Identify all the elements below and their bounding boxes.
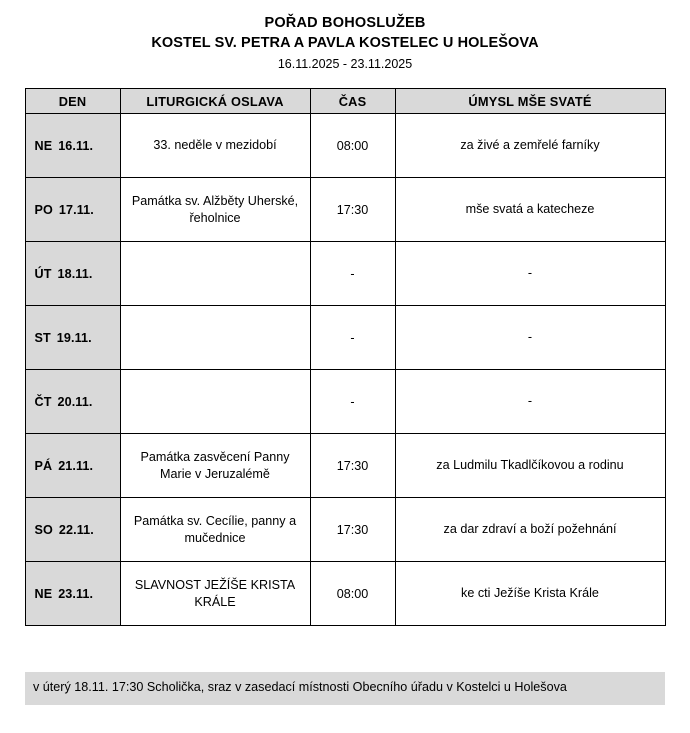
day-date: 18.11. xyxy=(57,266,93,281)
row-time-cell: 17:30 xyxy=(310,498,395,562)
row-feast-cell: Památka sv. Alžběty Uherské, řeholnice xyxy=(120,178,310,242)
document-header xyxy=(0,0,690,74)
row-day-cell xyxy=(25,562,120,626)
date-range: 16.11.2025 - 23.11.2025 xyxy=(277,57,413,71)
column-header-day: DEN xyxy=(25,89,120,114)
day-date: 17.11. xyxy=(58,202,94,217)
day-abbr: NE xyxy=(34,586,53,601)
table-header-row xyxy=(25,89,665,114)
column-header-time: ČAS xyxy=(310,89,395,114)
day-date: 23.11. xyxy=(58,586,94,601)
day-abbr: ÚT xyxy=(34,266,52,281)
row-day-cell xyxy=(25,370,120,434)
row-intention-cell: - xyxy=(395,370,665,434)
row-feast-cell xyxy=(120,306,310,370)
table-row xyxy=(25,498,665,562)
row-intention-cell: za dar zdraví a boží požehnání xyxy=(395,498,665,562)
row-feast-cell xyxy=(120,370,310,434)
table-row xyxy=(25,562,665,626)
row-feast-cell: SLAVNOST JEŽÍŠE KRISTA KRÁLE xyxy=(120,562,310,626)
parish-subtitle: KOSTEL SV. PETRA A PAVLA KOSTELEC U HOLEŠOVA xyxy=(151,35,539,51)
row-time-cell: 17:30 xyxy=(310,178,395,242)
row-day-cell xyxy=(25,242,120,306)
row-time-cell: 08:00 xyxy=(310,562,395,626)
row-day-cell xyxy=(25,498,120,562)
column-header-liturgical-celebration: LITURGICKÁ OSLAVA xyxy=(120,89,310,114)
day-abbr: NE xyxy=(34,138,53,153)
row-intention-cell: ke cti Ježíše Krista Krále xyxy=(395,562,665,626)
day-date: 21.11. xyxy=(58,458,94,473)
table-row xyxy=(25,242,665,306)
row-time-cell: - xyxy=(310,370,395,434)
day-date: 20.11. xyxy=(57,394,93,409)
day-abbr: PO xyxy=(34,202,53,217)
table-row xyxy=(25,114,665,178)
day-abbr: ST xyxy=(34,330,51,345)
row-time-cell: - xyxy=(310,242,395,306)
row-time-cell: - xyxy=(310,306,395,370)
row-feast-cell: Památka zasvěcení Panny Marie v Jeruzalémě xyxy=(120,434,310,498)
row-day-cell xyxy=(25,114,120,178)
row-intention-cell: - xyxy=(395,242,665,306)
row-day-cell xyxy=(25,434,120,498)
day-abbr: PÁ xyxy=(34,458,53,473)
row-intention-cell: - xyxy=(395,306,665,370)
row-day-cell xyxy=(25,178,120,242)
column-header-intention: ÚMYSL MŠE SVATÉ xyxy=(395,89,665,114)
row-intention-cell: za živé a zemřelé farníky xyxy=(395,114,665,178)
row-day-cell xyxy=(25,306,120,370)
mass-schedule-table xyxy=(25,88,666,626)
row-intention-cell: mše svatá a katecheze xyxy=(395,178,665,242)
row-feast-cell xyxy=(120,242,310,306)
day-date: 22.11. xyxy=(58,522,94,537)
row-feast-cell: 33. neděle v mezidobí xyxy=(120,114,310,178)
table-row xyxy=(25,178,665,242)
row-intention-cell: za Ludmilu Tkadlčíkovou a rodinu xyxy=(395,434,665,498)
footnote-announcement: v úterý 18.11. 17:30 Scholička, sraz v zasedací místnosti Obecního úřadu v Kostelci u Holešova xyxy=(25,672,665,705)
row-time-cell: 17:30 xyxy=(310,434,395,498)
table-row xyxy=(25,434,665,498)
day-date: 19.11. xyxy=(56,330,92,345)
page-title: POŘAD BOHOSLUŽEB xyxy=(264,15,426,31)
row-feast-cell: Památka sv. Cecílie, panny a mučednice xyxy=(120,498,310,562)
table-row xyxy=(25,370,665,434)
row-time-cell: 08:00 xyxy=(310,114,395,178)
day-abbr: ČT xyxy=(34,394,52,409)
day-abbr: SO xyxy=(34,522,53,537)
day-date: 16.11. xyxy=(58,138,94,153)
table-row xyxy=(25,306,665,370)
